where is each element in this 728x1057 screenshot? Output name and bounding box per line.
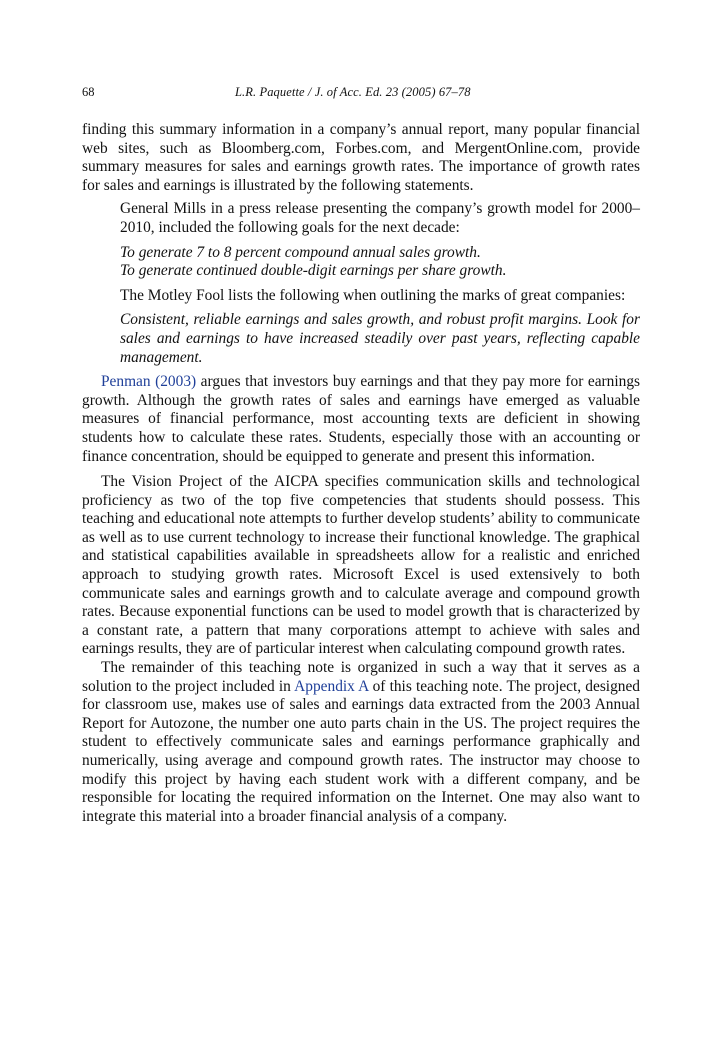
journal-page <box>82 84 640 826</box>
general-mills-quote-block <box>120 200 640 280</box>
penman-paragraph <box>82 373 640 466</box>
journal-reference: L.R. Paquette / J. of Acc. Ed. 23 (2005) 67–78 <box>235 85 471 99</box>
appendix-a-link[interactable]: Appendix A <box>294 677 369 695</box>
article-body <box>82 121 640 826</box>
motley-fool-intro: The Motley Fool lists the following when outlining the marks of great companies: <box>120 286 626 304</box>
page-number: 68 <box>82 85 95 99</box>
general-mills-goals <box>120 244 640 281</box>
opening-paragraph: finding this summary information in a company’s annual report, many popular financial web sites, such as Bloomberg.com, Forbes.com, and MergentOnline.com, provide summary measures for sales and earnings growth rates. The importance of growth rates for sales and earnings is illustrated by the following statements. <box>82 121 640 194</box>
running-header <box>82 84 640 104</box>
penman-citation-link[interactable]: Penman (2003) <box>101 373 197 391</box>
eps-growth-goal: To generate continued double-digit earnings per share growth. <box>120 262 507 280</box>
remainder-paragraph <box>82 659 640 826</box>
remainder-text-start: The remainder of this teaching note is organized in such a way that it serves as a solution to the project included in <box>82 659 640 695</box>
motley-fool-quote: Consistent, reliable earnings and sales growth, and robust profit margins. Look for sales and earnings to have increased steadily over past years, reflecting capable management. <box>120 311 640 366</box>
vision-project-paragraph: The Vision Project of the AICPA specifies communication skills and technological proficiency as two of the top five competencies that students should possess. This teaching and educational note attempts to further develop students’ ability to communicate as well as to use current technology to increase their functional knowledge. The graphical and statistical capabilities available in spreadsheets allow for a realistic and enriched approach to studying growth rates. Microsoft Excel is used extensively to both communicate sales and earnings growth and to calculate average and compound growth rates. Because exponential functions can be used to model growth that is characterized by a constant rate, a pattern that many corporations attempt to achieve with sales and earnings results, they are of particular interest when calculating compound growth rates. <box>82 473 640 658</box>
penman-paragraph-text: argues that investors buy earnings and that they pay more for earnings growth. Although the growth rates of sales and earnings have emerged as valuable measures of financial performance, most accounting texts are deficient in showing students how to calculate these rates. Students, especially those with an accounting or finance concentration, should be equipped to generate and present this information. <box>82 373 640 465</box>
remainder-text-end: of this teaching note. The project, designed for classroom use, makes use of sales and earnings data extracted from the 2003 Annual Report for Autozone, the number one auto parts chain in the US. The project requires the student to effectively communicate sales and earnings performance graphically and numerically, using average and compound growth rates. The instructor may choose to modify this project by having each student work with a different company, and be responsible for locating the required information on the Internet. One may also want to integrate this material into a broader financial analysis of a company. <box>82 677 640 825</box>
sales-growth-goal: To generate 7 to 8 percent compound annual sales growth. <box>120 243 481 261</box>
motley-fool-quote-block <box>120 287 640 367</box>
general-mills-intro: General Mills in a press release presenting the company’s growth model for 2000–2010, included the following goals for the next decade: <box>120 200 640 236</box>
